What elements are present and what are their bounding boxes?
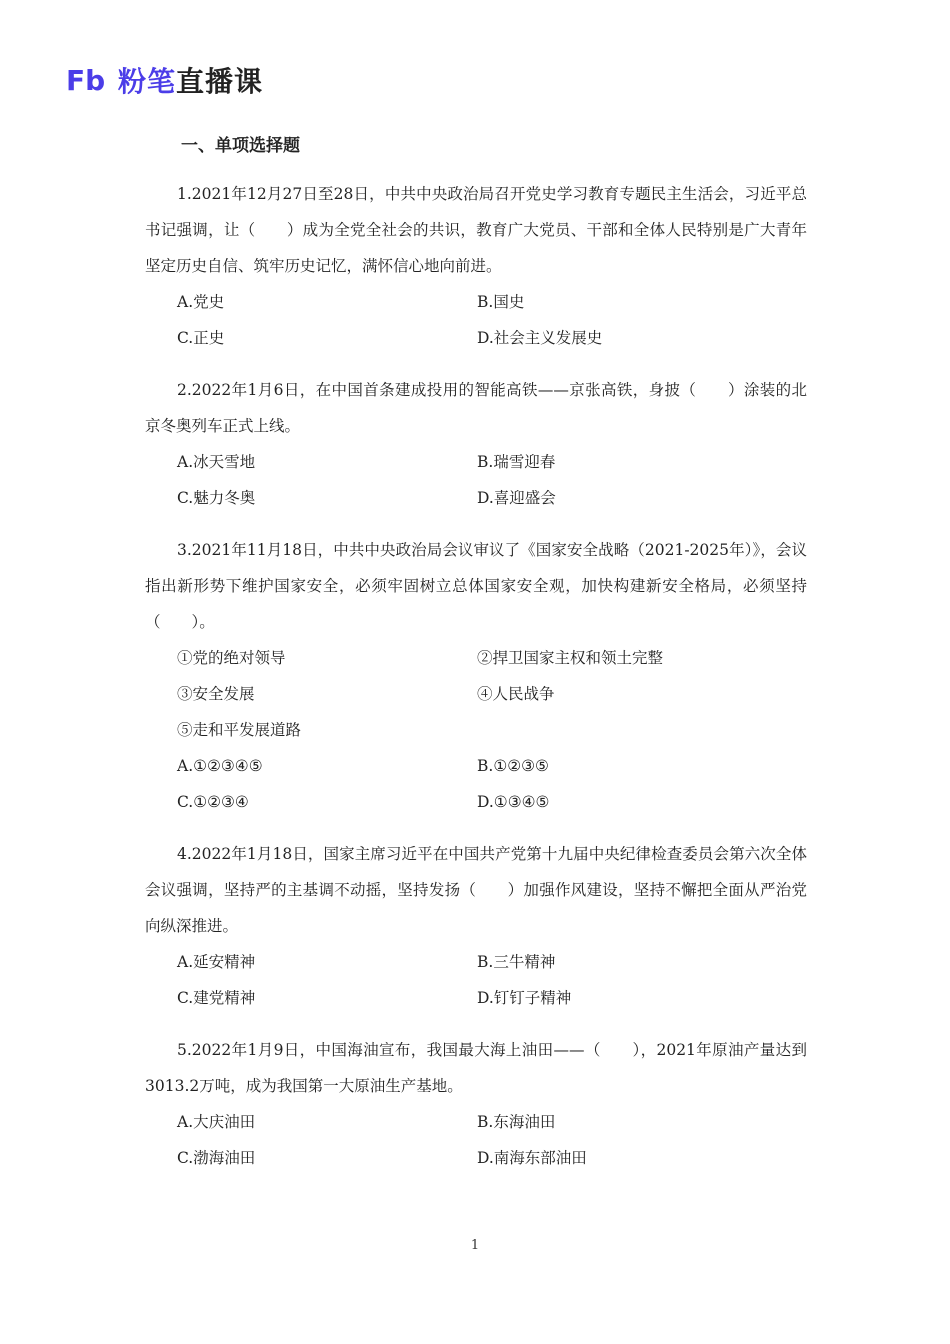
option-a: A.大庆油田 xyxy=(177,1113,256,1131)
option-d: D.①③④⑤ xyxy=(477,793,550,811)
statement-item: ⑤走和平发展道路 xyxy=(177,721,302,739)
logo-letters: Fb xyxy=(66,64,106,96)
option-b: B.国史 xyxy=(477,293,525,311)
option-b: B.①②③⑤ xyxy=(477,757,549,775)
question-5 xyxy=(145,1032,807,1176)
question-3 xyxy=(145,532,807,820)
option-d: D.南海东部油田 xyxy=(477,1149,587,1167)
statement-item: ①党的绝对领导 xyxy=(177,649,286,667)
option-c: C.魅力冬奥 xyxy=(177,489,256,507)
document-body xyxy=(145,128,807,1192)
statement-item: ②捍卫国家主权和领土完整 xyxy=(477,649,664,667)
option-a: A.冰天雪地 xyxy=(177,453,256,471)
grid-spacer xyxy=(477,712,777,748)
question-options xyxy=(177,944,807,1016)
logo-text xyxy=(118,60,263,100)
question-2 xyxy=(145,372,807,516)
option-a: A.①②③④⑤ xyxy=(177,757,263,775)
option-a: A.延安精神 xyxy=(177,953,256,971)
question-stem: 4.2022年1月18日，国家主席习近平在中国共产党第十九届中央纪律检查委员会第六次全体会议强调，坚持严的主基调不动摇，坚持发扬（ ）加强作风建设，坚持不懈把全面从严治党向纵深推进。 xyxy=(145,845,807,935)
option-b: B.三牛精神 xyxy=(477,953,556,971)
fenbi-logo-icon xyxy=(66,64,112,96)
logo-brand: 粉笔 xyxy=(118,65,177,98)
statement-items xyxy=(177,640,807,748)
question-stem: 2.2022年1月6日，在中国首条建成投用的智能高铁——京张高铁，身披（ ）涂装的北京冬奥列车正式上线。 xyxy=(145,381,807,435)
question-options xyxy=(177,284,807,356)
statement-item: ③安全发展 xyxy=(177,685,255,703)
question-options xyxy=(177,444,807,516)
option-d: D.社会主义发展史 xyxy=(477,329,603,347)
option-c: C.①②③④ xyxy=(177,793,249,811)
statement-item: ④人民战争 xyxy=(477,685,555,703)
section-title: 一、单项选择题 xyxy=(181,136,300,156)
question-stem: 1.2021年12月27日至28日，中共中央政治局召开党史学习教育专题民主生活会，习近平总书记强调，让（ ）成为全党全社会的共识，教育广大党员、干部和全体人民特别是广大青年坚定历史自信、筑牢历史记忆，满怀信心地向前进。 xyxy=(145,185,807,275)
brand-header xyxy=(66,62,263,98)
option-b: B.瑞雪迎春 xyxy=(477,453,556,471)
logo-sub: 直播课 xyxy=(176,65,264,98)
question-stem: 3.2021年11月18日，中共中央政治局会议审议了《国家安全战略（2021-2025年）》，会议指出新形势下维护国家安全，必须牢固树立总体国家安全观，加快构建新安全格局，必须坚持（ ）。 xyxy=(145,541,807,631)
option-c: C.正史 xyxy=(177,329,225,347)
question-4 xyxy=(145,836,807,1016)
question-stem: 5.2022年1月9日，中国海油宣布，我国最大海上油田——（ ），2021年原油产量达到3013.2万吨，成为我国第一大原油生产基地。 xyxy=(145,1041,807,1095)
option-d: D.钉钉子精神 xyxy=(477,989,572,1007)
option-b: B.东海油田 xyxy=(477,1113,556,1131)
question-1 xyxy=(145,176,807,356)
question-options xyxy=(177,1104,807,1176)
option-c: C.渤海油田 xyxy=(177,1149,256,1167)
option-c: C.建党精神 xyxy=(177,989,256,1007)
option-d: D.喜迎盛会 xyxy=(477,489,556,507)
option-a: A.党史 xyxy=(177,293,225,311)
page-number: 1 xyxy=(470,1238,480,1253)
question-options xyxy=(177,748,807,820)
